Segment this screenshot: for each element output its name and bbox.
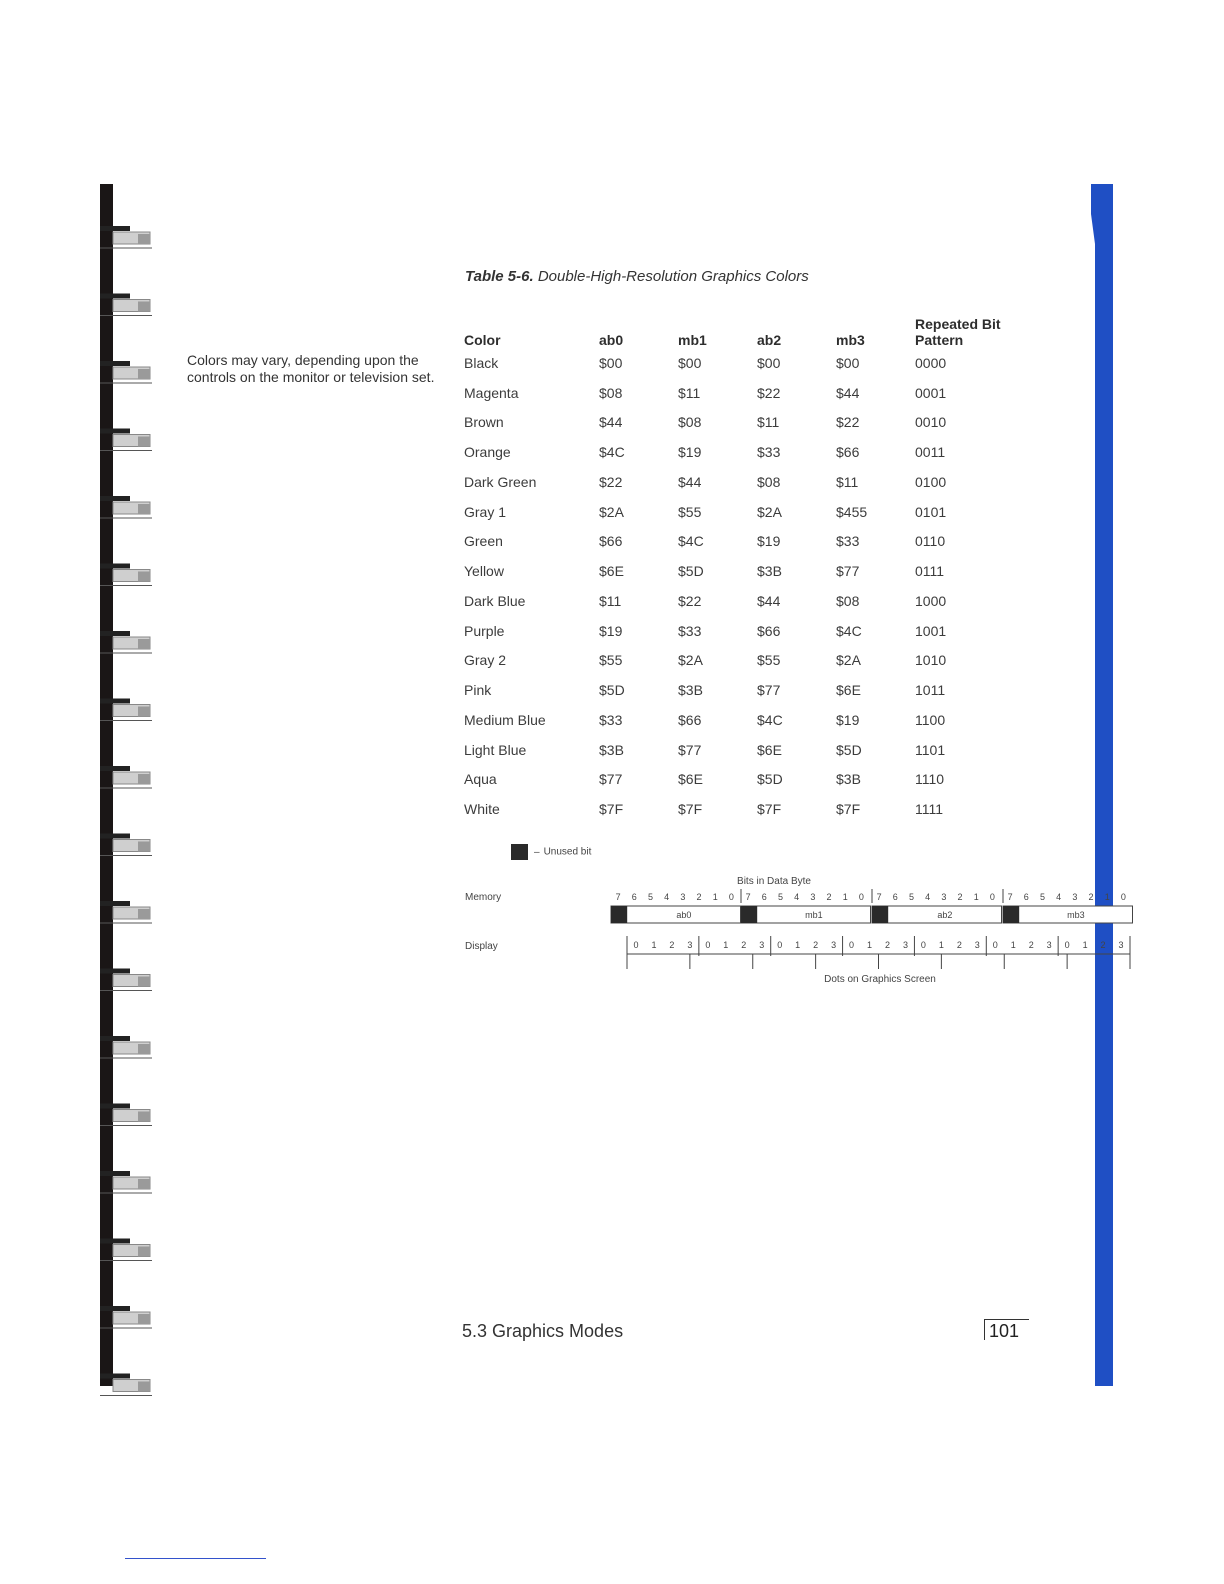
- table-row: [464, 586, 1025, 616]
- bit-pattern: 1111: [915, 801, 944, 818]
- header-repeated-bit-pattern: Repeated Bit Pattern: [915, 316, 1001, 348]
- color-name: Pink: [464, 682, 492, 699]
- coil-hole: [138, 977, 150, 987]
- coil-shadow: [100, 429, 130, 434]
- mb1-value: $4C: [678, 533, 704, 550]
- table-row: [464, 378, 1025, 408]
- color-name: Yellow: [464, 563, 504, 580]
- table-row: [464, 497, 1025, 527]
- coil-shadow: [100, 1306, 130, 1311]
- display-digit: 1: [723, 940, 729, 950]
- mb1-value: $44: [678, 473, 702, 490]
- bit-pattern: 0001: [915, 384, 947, 401]
- table-row: [464, 705, 1025, 735]
- ab0-value: $6E: [599, 563, 624, 580]
- byte-name: ab0: [676, 910, 692, 920]
- coil-hole: [138, 234, 150, 244]
- mb3-value: $77: [836, 563, 860, 580]
- bit-layout-diagram: [460, 872, 1126, 985]
- color-name: Magenta: [464, 384, 519, 401]
- color-name: Brown: [464, 414, 504, 431]
- display-digit: 0: [992, 940, 998, 950]
- mb3-value: $7F: [836, 801, 861, 818]
- table-row: [464, 675, 1025, 705]
- header-mb1: mb1: [678, 332, 707, 348]
- coil-shadow: [100, 361, 130, 366]
- table-row: [464, 765, 1025, 795]
- coil-shadow: [100, 1104, 130, 1109]
- bit-pattern: 1001: [915, 622, 947, 639]
- display-digit: 3: [687, 940, 693, 950]
- ab2-value: $66: [757, 622, 781, 639]
- coil-hole: [138, 369, 150, 379]
- coil-hole: [138, 302, 150, 312]
- display-digit: 2: [669, 940, 675, 950]
- mb1-value: $66: [678, 711, 702, 728]
- display-digit: 1: [867, 940, 873, 950]
- coil-shadow: [100, 1036, 130, 1041]
- coil-shadow: [100, 901, 130, 906]
- color-name: Black: [464, 354, 499, 371]
- display-digit: 3: [1118, 940, 1124, 950]
- bit-number: 5: [1039, 892, 1045, 902]
- mb3-value: $4C: [836, 622, 862, 639]
- ab2-value: $6E: [757, 741, 782, 758]
- bit-pattern: 1010: [915, 652, 947, 669]
- bit-number: 5: [647, 892, 653, 902]
- table-row: [464, 616, 1025, 646]
- margin-note: Colors may vary, depending upon the controls on the monitor or television set.: [187, 352, 435, 385]
- edge-strip: [1088, 184, 1113, 1386]
- bit-number: 1: [842, 892, 848, 902]
- bit-number: 4: [664, 892, 670, 902]
- bit-pattern: 0111: [915, 563, 945, 580]
- display-label: Display: [465, 941, 498, 952]
- header-mb3: mb3: [836, 332, 865, 348]
- ab0-value: $66: [599, 533, 623, 550]
- bit-number: 6: [631, 892, 637, 902]
- bit-number: 3: [941, 892, 947, 902]
- color-name: Gray 2: [464, 652, 507, 669]
- ab2-value: $08: [757, 473, 781, 490]
- display-digit: 3: [1046, 940, 1052, 950]
- bits-in-data-byte-label: Bits in Data Byte: [737, 876, 811, 887]
- bit-number: 4: [794, 892, 800, 902]
- mb3-value: $08: [836, 592, 860, 609]
- coil-hole: [138, 1044, 150, 1054]
- coil-hole: [138, 1382, 150, 1392]
- unused-bit-box: [1003, 906, 1019, 923]
- bit-number: 0: [858, 892, 864, 902]
- coil-hole: [138, 707, 150, 717]
- mb3-value: $2A: [836, 652, 861, 669]
- byte-name: mb3: [1067, 910, 1085, 920]
- bit-number: 6: [761, 892, 767, 902]
- bit-number: 2: [957, 892, 963, 902]
- table-row: [464, 348, 1025, 378]
- byte-name: mb1: [805, 910, 823, 920]
- table-header-row: [464, 302, 1025, 348]
- mb1-value: $2A: [678, 652, 703, 669]
- table-row: [464, 556, 1025, 586]
- bit-number: 6: [892, 892, 898, 902]
- color-name: Orange: [464, 444, 511, 461]
- mb1-value: $00: [678, 354, 702, 371]
- display-digit: 1: [938, 940, 944, 950]
- ab0-value: $44: [599, 414, 623, 431]
- bit-pattern: 0100: [915, 473, 947, 490]
- ab2-value: $4C: [757, 711, 783, 728]
- header-ab2: ab2: [757, 332, 782, 348]
- coil-hole: [138, 1247, 150, 1257]
- bit-number: 4: [925, 892, 931, 902]
- coil-shadow: [100, 496, 130, 501]
- table-row: [464, 527, 1025, 557]
- color-name: Dark Green: [464, 473, 537, 490]
- ab0-value: $5D: [599, 682, 625, 699]
- mb1-value: $55: [678, 503, 702, 520]
- coil-hole: [138, 437, 150, 447]
- bit-pattern: 0010: [915, 414, 947, 431]
- color-name: Gray 1: [464, 503, 507, 520]
- bit-number: 6: [1023, 892, 1029, 902]
- bit-number: 3: [680, 892, 686, 902]
- ab0-value: $19: [599, 622, 623, 639]
- legend: [511, 844, 591, 860]
- display-digit: 2: [1100, 940, 1106, 950]
- mb1-value: $5D: [678, 563, 704, 580]
- ab2-value: $5D: [757, 771, 783, 788]
- coil-shadow: [100, 1171, 130, 1176]
- ab2-value: $00: [757, 354, 781, 371]
- bit-number: 3: [810, 892, 816, 902]
- mb3-value: $3B: [836, 771, 861, 788]
- legend-label: Unused bit: [543, 846, 592, 858]
- display-digit: 2: [1028, 940, 1034, 950]
- table-caption: [465, 268, 809, 285]
- ab2-value: $55: [757, 652, 781, 669]
- coil-hole: [138, 572, 150, 582]
- ab2-value: $3B: [757, 563, 782, 580]
- display-digit: 1: [795, 940, 801, 950]
- table-number: Table 5-6.: [465, 268, 534, 285]
- unused-bit-box: [872, 906, 888, 923]
- display-digit: 1: [1010, 940, 1016, 950]
- table-body: [464, 348, 1025, 824]
- bit-number: 1: [973, 892, 979, 902]
- mb1-value: $6E: [678, 771, 703, 788]
- bit-number: 7: [876, 892, 882, 902]
- coil-shadow: [100, 1374, 130, 1379]
- ab2-value: $44: [757, 592, 781, 609]
- mb3-value: $455: [836, 503, 868, 520]
- coil-hole: [138, 1179, 150, 1189]
- mb1-value: $77: [678, 741, 702, 758]
- coil-hole: [138, 909, 150, 919]
- bit-pattern: 1101: [915, 741, 946, 758]
- coil-shadow: [100, 766, 130, 771]
- mb1-value: $33: [678, 622, 702, 639]
- mb3-value: $19: [836, 711, 860, 728]
- ab0-value: $7F: [599, 801, 624, 818]
- coil-shadow: [100, 631, 130, 636]
- bit-pattern: 0011: [915, 444, 946, 461]
- unused-bit-box: [741, 906, 757, 923]
- legend-dash: –: [534, 846, 540, 858]
- coil-hole: [138, 504, 150, 514]
- byte-name: ab2: [937, 910, 953, 920]
- table-title: Double-High-Resolution Graphics Colors: [537, 268, 809, 285]
- ab0-value: $4C: [599, 444, 625, 461]
- bit-pattern: 0110: [915, 533, 946, 550]
- color-name: Medium Blue: [464, 711, 546, 728]
- mb1-value: $22: [678, 592, 702, 609]
- table-row: [464, 467, 1025, 497]
- mb1-value: $08: [678, 414, 702, 431]
- display-digit: 3: [974, 940, 980, 950]
- display-digit: 0: [705, 940, 711, 950]
- mb1-value: $11: [678, 384, 701, 401]
- color-name: Aqua: [464, 771, 497, 788]
- table-row: [464, 735, 1025, 765]
- ab0-value: $77: [599, 771, 623, 788]
- coil-shadow: [100, 834, 130, 839]
- ab0-value: $11: [599, 592, 622, 609]
- color-name: Dark Blue: [464, 592, 526, 609]
- spiral-binding: [100, 184, 160, 1386]
- coil-shadow: [100, 226, 130, 231]
- bit-number: 2: [1088, 892, 1094, 902]
- display-digit: 0: [633, 940, 639, 950]
- bit-number: 1: [1104, 892, 1110, 902]
- bit-number: 5: [777, 892, 783, 902]
- bit-number: 3: [1072, 892, 1078, 902]
- display-digit: 3: [831, 940, 837, 950]
- dots-on-screen-label: Dots on Graphics Screen: [824, 974, 936, 985]
- bit-pattern: 0000: [915, 354, 947, 371]
- display-digit: 0: [1064, 940, 1070, 950]
- bit-pattern: 1110: [915, 771, 945, 788]
- table-row: [464, 794, 1025, 824]
- display-digit: 1: [651, 940, 657, 950]
- ab0-value: $33: [599, 711, 623, 728]
- bit-number: 0: [989, 892, 995, 902]
- display-digit: 2: [884, 940, 890, 950]
- bit-number: 0: [728, 892, 734, 902]
- ab0-value: $55: [599, 652, 623, 669]
- mb3-value: $44: [836, 384, 860, 401]
- header-ab0: ab0: [599, 332, 624, 348]
- mb3-value: $5D: [836, 741, 862, 758]
- bit-number: 0: [1120, 892, 1126, 902]
- coil-hole: [138, 1112, 150, 1122]
- coil-hole: [138, 774, 150, 784]
- color-name: Light Blue: [464, 741, 527, 758]
- ab0-value: $22: [599, 473, 623, 490]
- ab0-value: $08: [599, 384, 623, 401]
- bit-number: 4: [1056, 892, 1062, 902]
- ab2-value: $19: [757, 533, 781, 550]
- coil-hole: [138, 1314, 150, 1324]
- coil-shadow: [100, 699, 130, 704]
- mb3-value: $22: [836, 414, 860, 431]
- ab2-value: $11: [757, 414, 780, 431]
- color-name: Green: [464, 533, 503, 550]
- document-page: [100, 184, 1126, 1386]
- coil-hole: [138, 842, 150, 852]
- color-table: [464, 302, 1025, 824]
- bottom-rule: [125, 1558, 266, 1559]
- unused-bit-swatch: [511, 844, 528, 860]
- ab2-value: $33: [757, 444, 781, 461]
- display-digit: 0: [777, 940, 783, 950]
- mb3-value: $00: [836, 354, 860, 371]
- color-name: White: [464, 801, 500, 818]
- bit-number: 7: [1007, 892, 1013, 902]
- ab0-value: $00: [599, 354, 623, 371]
- bit-number: 1: [712, 892, 718, 902]
- unused-bit-box: [611, 906, 627, 923]
- table-row: [464, 437, 1025, 467]
- ab2-value: $22: [757, 384, 781, 401]
- display-digit: 1: [1082, 940, 1088, 950]
- ab0-value: $3B: [599, 741, 624, 758]
- coil-shadow: [100, 969, 130, 974]
- mb3-value: $11: [836, 473, 859, 490]
- display-digit: 0: [849, 940, 855, 950]
- display-digit: 2: [813, 940, 819, 950]
- display-digit: 2: [956, 940, 962, 950]
- mb3-value: $6E: [836, 682, 861, 699]
- mb1-value: $19: [678, 444, 702, 461]
- mb1-value: $7F: [678, 801, 703, 818]
- mb1-value: $3B: [678, 682, 703, 699]
- coil-hole: [138, 639, 150, 649]
- mb3-value: $66: [836, 444, 860, 461]
- display-digit: 0: [920, 940, 926, 950]
- mb3-value: $33: [836, 533, 860, 550]
- ab2-value: $7F: [757, 801, 782, 818]
- coil-shadow: [100, 564, 130, 569]
- table-row: [464, 646, 1025, 676]
- ab2-value: $77: [757, 682, 781, 699]
- page-number: 101: [984, 1319, 1029, 1340]
- bit-number: 7: [615, 892, 621, 902]
- color-name: Purple: [464, 622, 505, 639]
- table-row: [464, 408, 1025, 438]
- bit-pattern: 1000: [915, 592, 947, 609]
- coil-shadow: [100, 294, 130, 299]
- blue-page-edge: [1088, 184, 1113, 1386]
- ab0-value: $2A: [599, 503, 624, 520]
- display-digit: 3: [902, 940, 908, 950]
- bit-number: 7: [745, 892, 751, 902]
- memory-label: Memory: [465, 892, 502, 903]
- bit-pattern: 0101: [915, 503, 947, 520]
- bit-number: 5: [908, 892, 914, 902]
- bit-number: 2: [826, 892, 832, 902]
- bit-pattern: 1011: [915, 682, 946, 699]
- display-digit: 3: [759, 940, 765, 950]
- bit-pattern: 1100: [915, 711, 946, 728]
- display-digit: 2: [741, 940, 747, 950]
- section-title: 5.3 Graphics Modes: [462, 1321, 624, 1341]
- coil-shadow: [100, 1239, 130, 1244]
- header-color: Color: [464, 332, 501, 348]
- ab2-value: $2A: [757, 503, 782, 520]
- bit-number: 2: [696, 892, 702, 902]
